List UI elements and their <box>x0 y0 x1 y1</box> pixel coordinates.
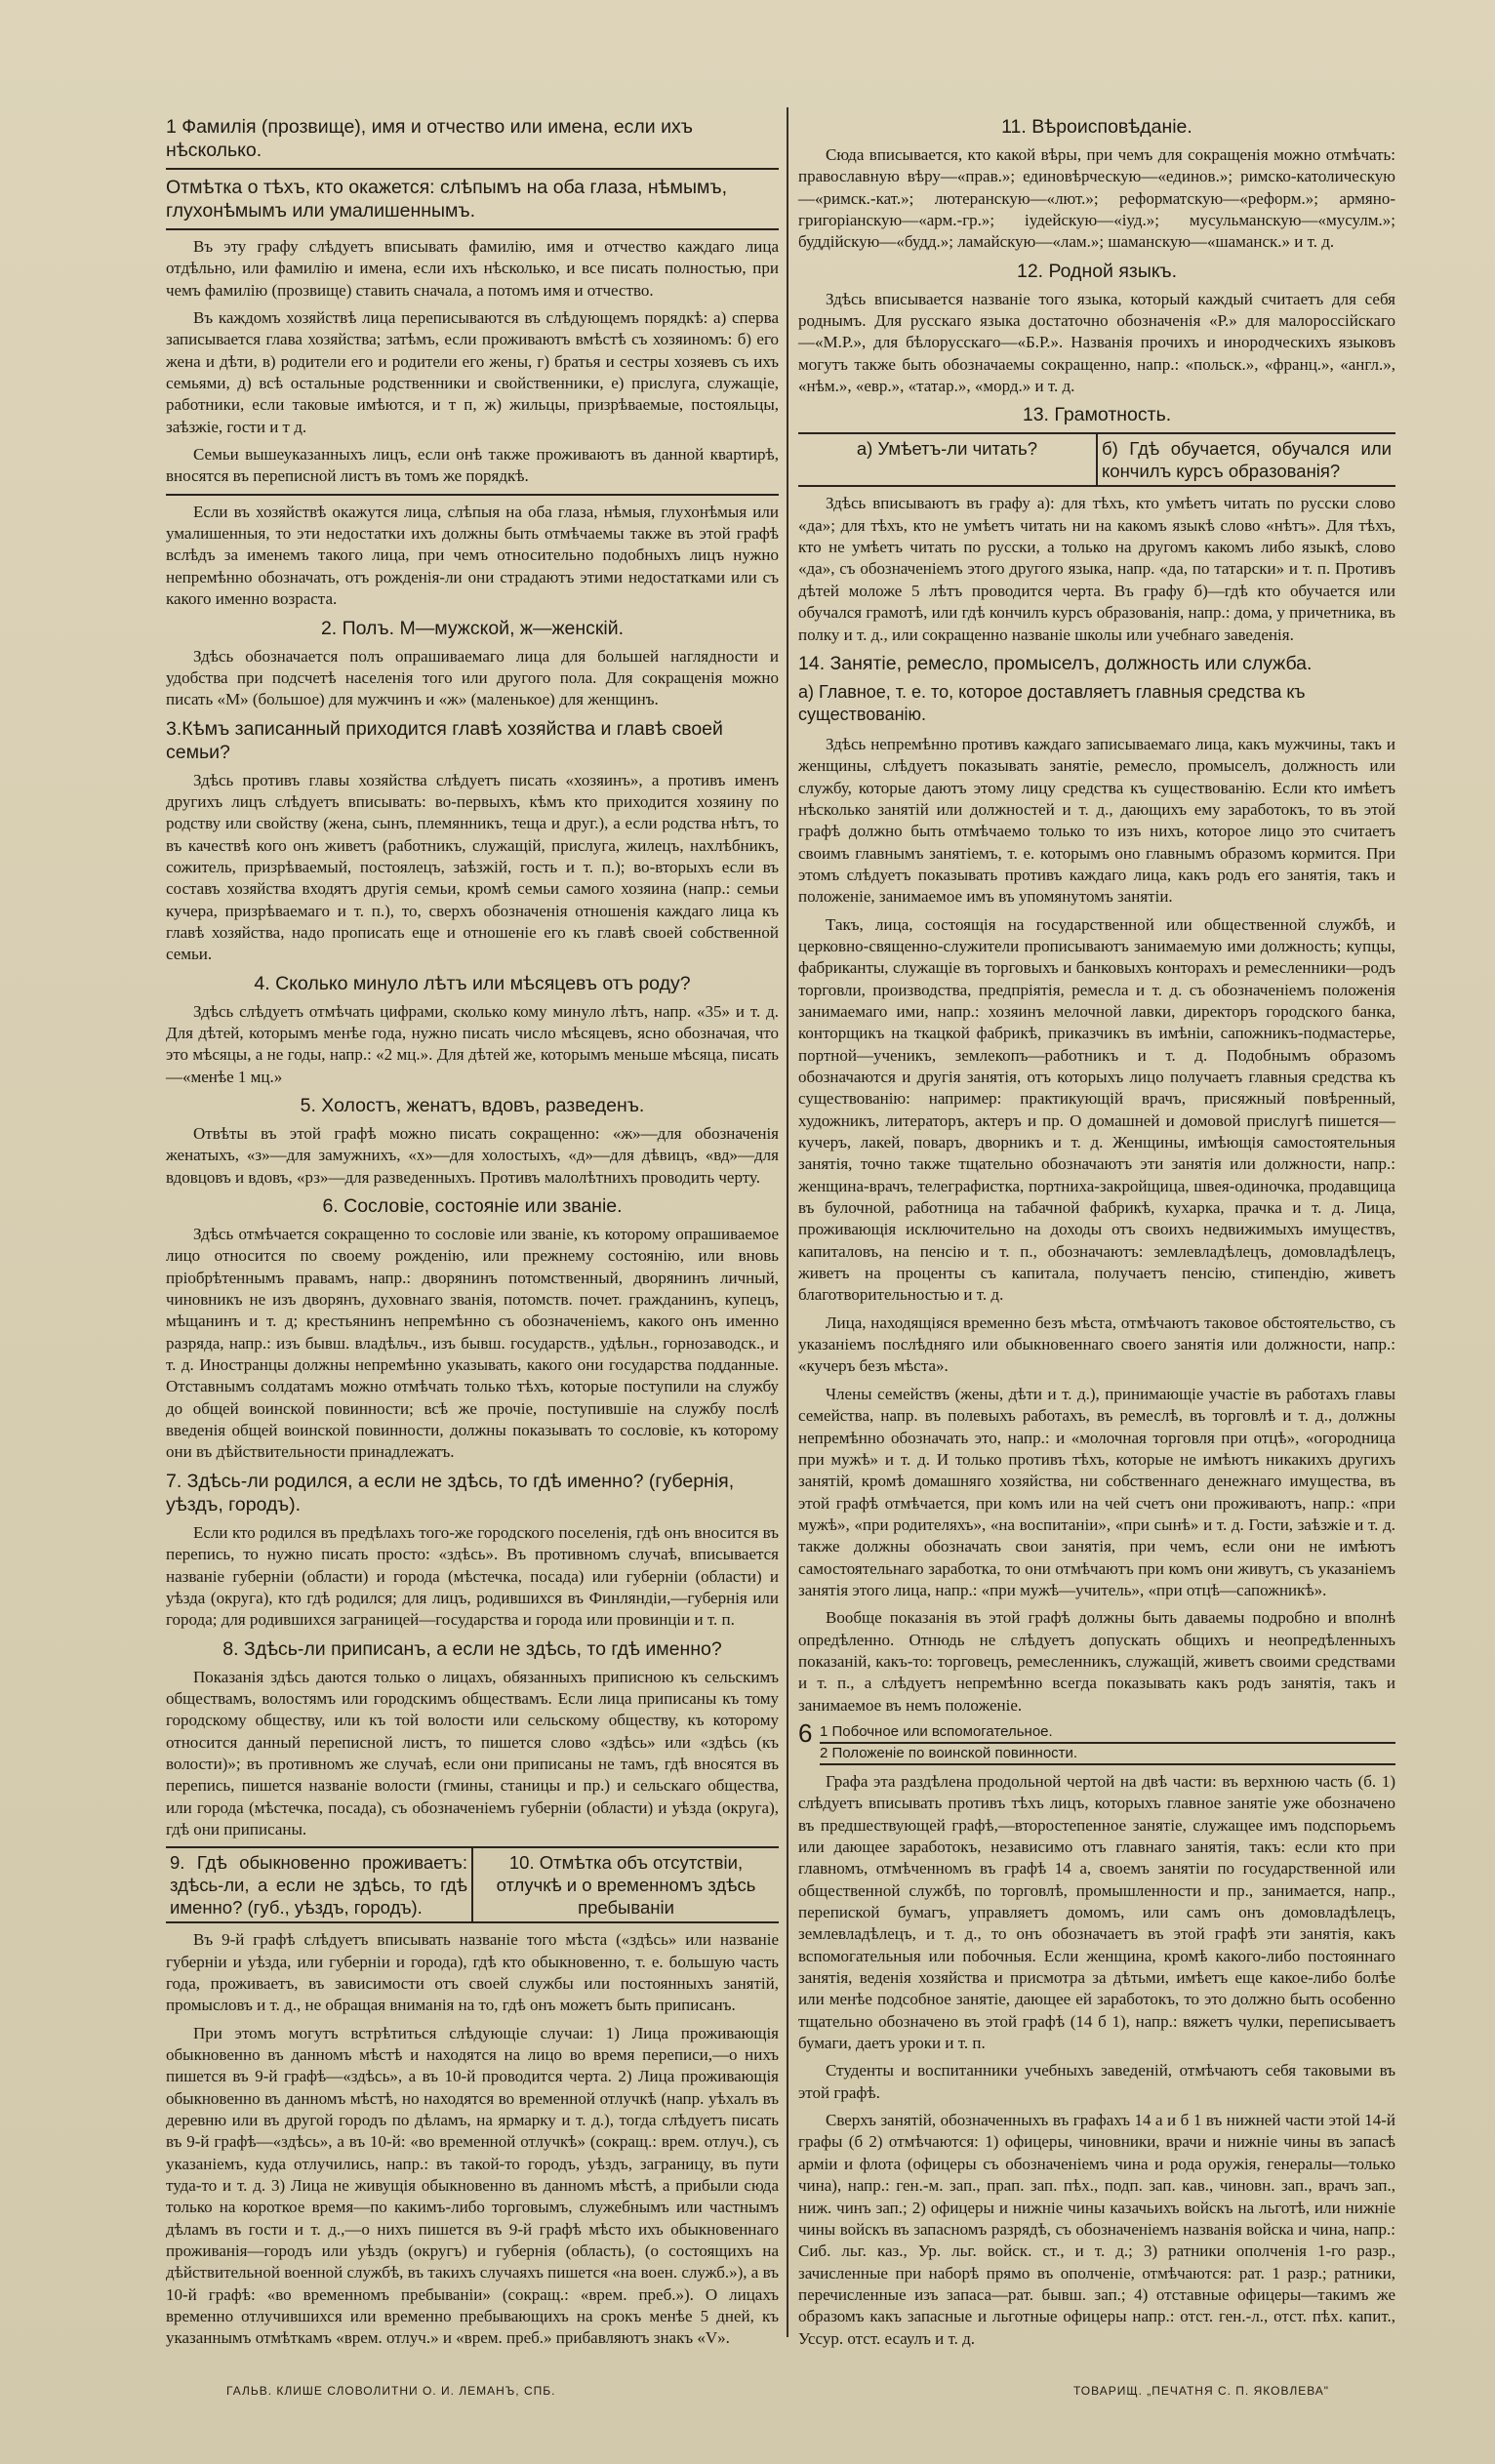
section-14a-heading: а) Главное, т. е. то, которое доставляетъ главныя средства къ существованію. <box>798 681 1306 724</box>
section-13-heading: 13. Грамотность. <box>1022 404 1172 426</box>
section-5-heading: 5. Холостъ, женатъ, вдовъ, разведенъ. <box>300 1095 645 1116</box>
section-4-heading: 4. Сколько минуло лѣтъ или мѣсяцевъ отъ роду? <box>254 972 691 994</box>
section-13-subheadings <box>798 432 1395 487</box>
paragraph: Здѣсь противъ главы хозяйства слѣдуетъ писать «хозяинъ», а противъ именъ другихъ лицъ слѣдуетъ вписывать: во-первыхъ, кѣмъ кто приходится хозяину по родству или свойству (жена, сынъ, племянникъ, теща и друг.), а если родства нѣтъ, то въ качествѣ кого онъ живетъ (работникъ, служащій, прислуга, жилецъ, нахлѣбникъ, сожитель, призрѣваемый, постоялецъ, заѣзжій, гость и т. п.); во-вторыхъ если въ составъ хозяйства входятъ другія семьи, кромѣ семьи самого хозяина (напр.: семьи кучера, призрѣваемаго и т. п.), то, сверхъ обозначенія отношенія каждаго лица къ главѣ хозяйства, надо прописать еще и отношеніе его къ главѣ своей собственной семьи. <box>166 770 779 964</box>
paragraph: Вообще показанія въ этой графѣ должны быть даваемы подробно и вполнѣ опредѣленно. Отнюдь не слѣдуетъ допускать общихъ и неопредѣленныхъ показаній, какъ-то: торговецъ, ремесленникъ, служащій, живетъ своими средствами и т. п., а слѣдуетъ непремѣнно всегда показывать какъ родъ занятія, такъ и занимаемое въ немъ положеніе. <box>798 1608 1395 1715</box>
paragraph: Графа эта раздѣлена продольной чертой на двѣ части: въ верхнюю часть (б. 1) слѣдуетъ вписывать противъ тѣхъ лицъ, которыхъ главное занятіе уже обозначено въ предшествующей графѣ,—второстепенное занятіе, служащее имъ подспорьемъ или дающее заработокъ, независимо отъ главнаго занятія, такъ: если кто при главномъ, отмѣченномъ въ графѣ 14 а, своемъ занятіи по государственной или общественной службѣ, по торговлѣ, промышленности и пр., занимается, напр., перепиской бумагъ, управляетъ домомъ, или самъ онъ домовладѣлецъ, землевладѣлецъ, и т. д., то онъ обозначаетъ въ этой графѣ эти занятія, какъ вспомогательныя или побочныя. Если женщина, кромѣ какого-либо постояннаго занятія, веденія хозяйства и присмотра за дѣтьми, имѣетъ еще какое-либо болѣе или менѣе подсобное занятіе, дающее ей заработокъ, то это должно быть особенно тщательно обозначено въ этой графѣ (14 б 1), напр.: вяжетъ чулки, переписываетъ бумаги, даетъ уроки и т. п. <box>798 1771 1395 2053</box>
section-14b1-heading: 1 Побочное или вспомогательное. <box>820 1722 1395 1744</box>
section-8-heading: 8. Здѣсь-ли приписанъ, а если не здѣсь, то гдѣ именно? <box>222 1637 722 1660</box>
section-12-heading: 12. Родной языкъ. <box>1016 260 1178 282</box>
section-1-heading: 1 Фамилія (прозвище), имя и отчество или имена, если ихъ нѣсколько. <box>166 116 693 161</box>
section-9-10-heading <box>166 1846 779 1923</box>
section-14b-number: 6 <box>798 1717 813 1748</box>
printer-credit-right: ТОВАРИЩ. „ПЕЧАТНЯ С. П. ЯКОВЛЕВА" <box>1073 2384 1330 2398</box>
paragraph: Сюда вписывается, кто какой вѣры, при чемъ для сокращенія можно отмѣчать: православную вѣру—«прав.»; единовѣрческую—«единов.»; римско-католическую—«римск.-кат.»; лютеранскую—«лют.»; реформатскую—«реформ.»; армяно-григоріанскую—«арм.-гр.»; іудейскую—«іуд.»; мусульманскую—«мусулм.»; буддійскую—«будд.»; ламайскую—«лам.»; шаманскую—«шаманск.» и т. д. <box>798 145 1395 252</box>
section-2-heading: 2. Полъ. М—мужской, ж—женскій. <box>320 617 625 639</box>
paragraph: Здѣсь непремѣнно противъ каждаго записываемаго лица, какъ мужчины, такъ и женщины, слѣдуетъ показывать занятіе, ремесло, промыселъ, должность или службу, которые даютъ этому лицу средства къ существованію. Если кто имѣетъ нѣсколько занятій или должностей и т. д., дающихъ ему заработокъ, то въ этой графѣ должно быть отмѣчаемо только то изъ нихъ, которое лицо это считаетъ своимъ главнымъ занятіемъ, т. е. которымъ оно главнымъ образомъ кормится. При этомъ слѣдуетъ показывать противъ каждаго лица, какъ родъ его занятія, такъ и положеніе, занимаемое имъ въ упомянутомъ занятіи. <box>798 734 1395 907</box>
section-6-heading: 6. Сословіе, состояніе или званіе. <box>322 1195 623 1218</box>
paragraph: Студенты и воспитанники учебныхъ заведеній, отмѣчаютъ себя таковыми въ этой графѣ. <box>798 2061 1395 2102</box>
column-divider <box>787 107 788 2337</box>
section-14b-heading <box>798 1717 1395 1765</box>
section-14b2-heading: 2 Положеніе по воинской повинности. <box>820 1744 1395 1765</box>
divider <box>166 494 779 496</box>
printer-credit-left: ГАЛЬВ. КЛИШЕ СЛОВОЛИТНИ О. И. ЛЕМАНЪ, СПБ. <box>226 2384 556 2398</box>
paragraph: Въ 9-й графѣ слѣдуетъ вписывать названіе того мѣста («здѣсь» или названіе губерніи и уѣзда, или губерніи и города), гдѣ кто обыкновенно, т. е. большую часть года, проживаетъ, въ зависимости отъ своей службы или постоянныхъ занятій, промысловъ и т. д., не обращая вниманія на то, гдѣ онъ можетъ быть приписанъ. <box>166 1930 779 2015</box>
section-1b-heading: Отмѣтка о тѣхъ, кто окажется: слѣпымъ на оба глаза, нѣмымъ, глухонѣмымъ или умалишеннымъ. <box>166 177 727 222</box>
section-13b-heading: б) Гдѣ обучается, обучался или кончилъ курсъ образованія? <box>1096 434 1395 485</box>
paragraph: Показанія здѣсь даются только о лицахъ, обязанныхъ приписною къ сельскимъ обществамъ, волостямъ или городскимъ обществамъ. Если лица приписаны къ тому городскому обществу, или къ той волости или сельскому обществу, къ которому относится данный переписной листъ, то пишется слово «здѣсь» или «здѣсь (къ волости)»; въ противномъ же случаѣ, если они приписаны не тамъ, гдѣ вносятся въ перепись, пишется названіе волости (гмины, станицы и пр.) и сельскаго общества, или города (мѣстечка, посада), съ обозначеніемъ губерніи (области) и уѣзда (округа), гдѣ они приписаны. <box>166 1667 779 1838</box>
section-10-heading: 10. Отмѣтка объ отсутствіи, отлучкѣ и о временномъ здѣсь пребываніи <box>471 1848 779 1921</box>
section-14-heading: 14. Занятіе, ремесло, промыселъ, должность или служба. <box>798 652 1313 674</box>
paragraph: Если кто родился въ предѣлахъ того-же городского поселенія, гдѣ онъ вносится въ перепись, то нужно писать просто: «здѣсь». Въ противномъ случаѣ, вписывается названіе губерніи (области) и города (мѣстечка, посада) или губерніи (области) и уѣзда (округа), кто гдѣ родился; для лицъ, родившихся въ Финляндіи,—губернія или города; для родившихся заграницей—государства и города или провинціи и т. п. <box>166 1522 779 1630</box>
left-column <box>166 109 779 2356</box>
section-7-heading: 7. Здѣсь-ли родился, а если не здѣсь, то гдѣ именно? (губернія, уѣздъ, городъ). <box>166 1470 735 1515</box>
paragraph: Лица, находящіяся временно безъ мѣста, отмѣчаютъ таковое обстоятельство, съ указаніемъ послѣдняго или обыкновеннаго своего занятія или должности, напр.: «кучеръ безъ мѣста». <box>798 1313 1395 1376</box>
paragraph: Здѣсь обозначается полъ опрашиваемаго лица для большей наглядности и удобства при подсчетѣ населенія того или другого пола. Для сокращенія можно писать «М» (большое) для мужчинъ и «ж» (маленькое) для женщинъ. <box>166 646 779 709</box>
paragraph: Здѣсь вписываютъ въ графу а): для тѣхъ, кто умѣетъ читать по русски слово «да»; для тѣхъ, кто не умѣетъ читать ни на какомъ языкѣ слово «нѣтъ». Для тѣхъ, кто не умѣетъ читать по русски, а только на другомъ какомъ либо языкѣ, слово «да», съ обозначеніемъ этого другого языка, напр. «да, по татарски» и т. п. Противъ дѣтей моложе 5 лѣтъ проводится черта. Въ графу б)—гдѣ кто обучается или обучался грамотѣ, или гдѣ кончилъ курсъ образованія, напр.: дома, у причетника, въ полку и т. д., или сокращенно названіе школы или учебнаго заведенія. <box>798 494 1395 644</box>
paragraph: Отвѣты въ этой графѣ можно писать сокращенно: «ж»—для обозначенія женатыхъ, «з»—для замужнихъ, «х»—для холостыхъ, «д»—для дѣвицъ, «вд»—для вдовцовъ и вдовъ, «рз»—для разведенныхъ. Противъ малолѣтнихъ проводить черту. <box>166 1124 779 1187</box>
paragraph: Здѣсь слѣдуетъ отмѣчать цифрами, сколько кому минуло лѣтъ, напр. «35» и т. д. Для дѣтей, которымъ менѣе года, нужно писать число мѣсяцевъ, ясно обозначая, что это мѣсяцы, а не годы, напр.: «2 мц.». Для дѣтей же, которымъ меньше мѣсяца, писать—«менѣе 1 мц.» <box>166 1001 779 1086</box>
divider <box>166 168 779 170</box>
paragraph: Если въ хозяйствѣ окажутся лица, слѣпыя на оба глаза, нѣмыя, глухонѣмыя или умалишенныя, то эти недостатки ихъ должны быть отмѣчаемы также въ этой графѣ вслѣдъ за именемъ такого лица, при чемъ относительно подобныхъ лицъ нужно непремѣнно обозначать, отъ рожденія-ли они страдаютъ этими недостатками или съ какого именно возраста. <box>166 502 779 609</box>
paragraph: Такъ, лица, состоящія на государственной или общественной службѣ, и церковно-священно-служители прописываютъ занимаемую ими должность; купцы, фабриканты, служащіе въ торговыхъ и банковыхъ конторахъ и ремесленники—родъ торговли, производства, предпріятія, ремесла и т. д. съ обозначеніемъ положенія занимаемаго ими, напр.: хозяинъ мелочной лавки, директоръ городского банка, конторщикъ на ткацкой фабрикѣ, приказчикъ въ имѣніи, сапожникъ-подмастерье, портной—ученикъ, землекопъ—работникъ и т. д. Подобнымъ образомъ обозначаются и другія занятія, отъ которыхъ лицо получаетъ главныя средства къ существованію: например: практикующій врачъ, присяжный повѣренный, художникъ, литераторъ, актеръ и пр. О домашней и домовой прислугѣ пишется—кучеръ, лакей, поваръ, дворникъ и т. д. Женщины, имѣющія самостоятельныя занятія, точно также тщательно обозначаютъ эти занятія или должности, напр.: женщина-врачъ, телеграфистка, портниха-закройщица, швея-одиночка, продавщица въ булочной, работница на табачной фабрикѣ, кухарка, прачка и т. д. Лица, проживающія исключительно на доходы отъ своихъ недвижимыхъ имуществъ, капиталовъ, на пенсію и т. п., обозначаютъ: землевладѣлецъ, домовладѣлецъ, живетъ на проценты съ капитала, получаетъ пенсію, стипендію, живетъ благотворительностью и т. д. <box>798 914 1395 1305</box>
paragraph: Сверхъ занятій, обозначенныхъ въ графахъ 14 а и б 1 въ нижней части этой 14-й графы (б 2) отмѣчаются: 1) офицеры, чиновники, врачи и нижніе чины въ запасѣ арміи и флота (офицеры съ обозначеніемъ чина и рода оружія, генералы—только чина), напр.: ген.-м. зап., прап. зап. пѣх., подп. зап. кав., чиновн. зап., врачъ зап., ниж. чинъ зап.; 2) офицеры и нижніе чины казачьихъ войскъ на льготѣ, или нижніе чины войскъ въ запасномъ разрядѣ, съ обозначеніемъ названія войска и чина, напр.: Сиб. льг. каз., Ур. льг. войск. ст., и т. д.; 3) ратники ополченія 1-го разр., зачисленные при наборѣ прямо въ ополченіе, отмѣчаются: рат. 1 разр.; ратники, перечисленные изъ запаса—рат. бывш. зап.; 4) отставные офицеры—такимъ же образомъ какъ запасные и льготные офицеры напр.: отст. ген.-л., отст. пѣх. капит., Уссур. отст. есаулъ и т. д. <box>798 2111 1395 2348</box>
paragraph: Здѣсь отмѣчается сокращенно то сословіе или званіе, къ которому опрашиваемое лицо относится по своему рожденію, или прежнему состоянію, или вновь пріобрѣтеннымъ правамъ, напр.: дворянинъ потомственный, дворянинъ личный, чиновникъ не изъ дворянъ, духовнаго званія, потомств. почет. гражданинъ, купецъ, мѣщанинъ и т. д; крестьянинъ непремѣнно съ обозначеніемъ, какого онъ именно разряда, напр.: изъ бывш. владѣльч., изъ бывш. государств., удѣльн., горнозаводск., и т. д. Иностранцы должны непремѣнно указывать, какого они государства подданные. Отставнымъ солдатамъ можно отмѣчать только тѣхъ, которые поступили на службу до общей воинской повинности; всѣ же прочіе, поступившіе на службу послѣ введенія общей воинской повинности, должны показывать то сословіе, къ которому они въ дѣйствительности принадлежатъ. <box>166 1225 779 1462</box>
section-3-heading: 3.Кѣмъ записанный приходится главѣ хозяйства и главѣ своей семьи? <box>166 717 723 763</box>
divider <box>166 228 779 230</box>
right-column <box>798 109 1395 2356</box>
paragraph: Семьи вышеуказанныхъ лицъ, если онѣ также проживаютъ въ данной квартирѣ, вносятся въ переписной листъ въ томъ же порядкѣ. <box>166 445 779 486</box>
paragraph: Члены семействъ (жены, дѣти и т. д.), принимающіе участіе въ работахъ главы семейства, напр. въ полевыхъ работахъ, въ ремеслѣ, въ торговлѣ и т. д., должны непремѣнно обозначать это, напр.: и «молочная торговля при отцѣ», «огородница при мужѣ» и т. д. И только противъ тѣхъ, которые не имѣютъ никакихъ другихъ занятій, кромѣ домашняго хозяйства, ни собственнаго денежнаго имущества, въ этой графѣ отмѣчается, при комъ или на чей счетъ они проживаютъ, напр.: «при мужѣ», «при родителяхъ», «на воспитаніи», «при сынѣ» и т. д. Гости, заѣзжіе и т. д. также должны обозначать свои занятія, при чемъ, если они не имѣютъ самостоятельнаго заработка, то они отмѣчаютъ при комъ они живутъ, съ указаніемъ занятія этого лица, напр.: «при мужѣ—учитель», «при отцѣ—сапожникѣ». <box>798 1384 1395 1599</box>
paragraph: Въ эту графу слѣдуетъ вписывать фамилію, имя и отчество каждаго лица отдѣльно, или фамилію и имена, если ихъ нѣсколько, и все писать полностью, при чемъ фамилію (прозвище) ставить сначала, а потомъ имя и отчество. <box>166 237 779 300</box>
section-13a-heading: а) Умѣетъ-ли читать? <box>856 438 1038 460</box>
paragraph: Въ каждомъ хозяйствѣ лица переписываются въ слѣдующемъ порядкѣ: а) сперва записывается глава хозяйства; затѣмъ, если проживаютъ вмѣстѣ съ хозяиномъ: б) его жена и дѣти, в) родители его и родители его жены, г) братья и сестры хозяевъ съ ихъ семьями, д) всѣ остальные родственники и свойственники, е) прислуга, служащіе, работники, если таковые имѣются, и т п, ж) жильцы, призрѣваемые, постояльцы, заѣзжіе, гости и т д. <box>166 308 779 436</box>
paragraph: При этомъ могутъ встрѣтиться слѣдующіе случаи: 1) Лица проживающія обыкновенно въ данномъ мѣстѣ и находятся на лицо во время переписи,—о нихъ пишется въ 9-й графѣ—«здѣсь», а въ 10-й проводится черта. 2) Лица проживающія обыкновенно въ данномъ мѣстѣ, но находятся во временной отлучкѣ (напр. уѣхалъ въ деревню или въ другой городъ по дѣламъ, на ярмарку и т. д.), тогда слѣдуетъ писать въ 9-й графѣ—«здѣсь», а въ 10-й: «во временной отлучкѣ» (сокращ.: врем. отлуч.), съ указаніемъ, куда отлучились, напр.: въ такой-то городъ, уѣздъ, заграницу, въ пути туда-то и т. д. 3) Лица не живущія обыкновенно въ данномъ мѣстѣ, а прибыли сюда только на короткое время—по какимъ-либо торговымъ, служебнымъ или частнымъ дѣламъ въ гости и т. д.,—о нихъ пишется въ 9-й графѣ мѣсто ихъ обыкновеннаго проживанія—городъ или уѣздъ (округъ) и губернія (область), (о состоящихъ на дѣйствительной военной службѣ, въ такихъ случаяхъ пишется «на воен. служб.»), а въ 10-й графѣ: «во временномъ пребываніи» (сокращ.: «врем. преб.»). О лицахъ временно отлучившихся или временно пребывающихъ на срокъ менѣе 5 дней, къ указаннымъ отмѣткамъ «врем. отлуч.» и «врем. преб.» прибавляютъ знакъ «V». <box>166 2023 779 2348</box>
section-11-heading: 11. Вѣроисповѣданіе. <box>1001 116 1192 138</box>
paragraph: Здѣсь вписывается названіе того языка, который каждый считаетъ для себя роднымъ. Для русскаго языка достаточно обозначенія «Р.» для малороссійскаго—«М.Р.», для бѣлорусскаго—«Б.Р.». Названія прочихъ и инородческихъ языковъ могутъ также быть обозначаемы сокращенно, напр.: «польск.», «франц.», «англ.», «нѣм.», «евр.», «татар.», «морд.» и т. д. <box>798 289 1395 396</box>
section-9-heading: 9. Гдѣ обыкновенно проживаетъ: здѣсь-ли, а если не здѣсь, то гдѣ именно? (губ., уѣздъ, городъ). <box>170 1852 467 1919</box>
